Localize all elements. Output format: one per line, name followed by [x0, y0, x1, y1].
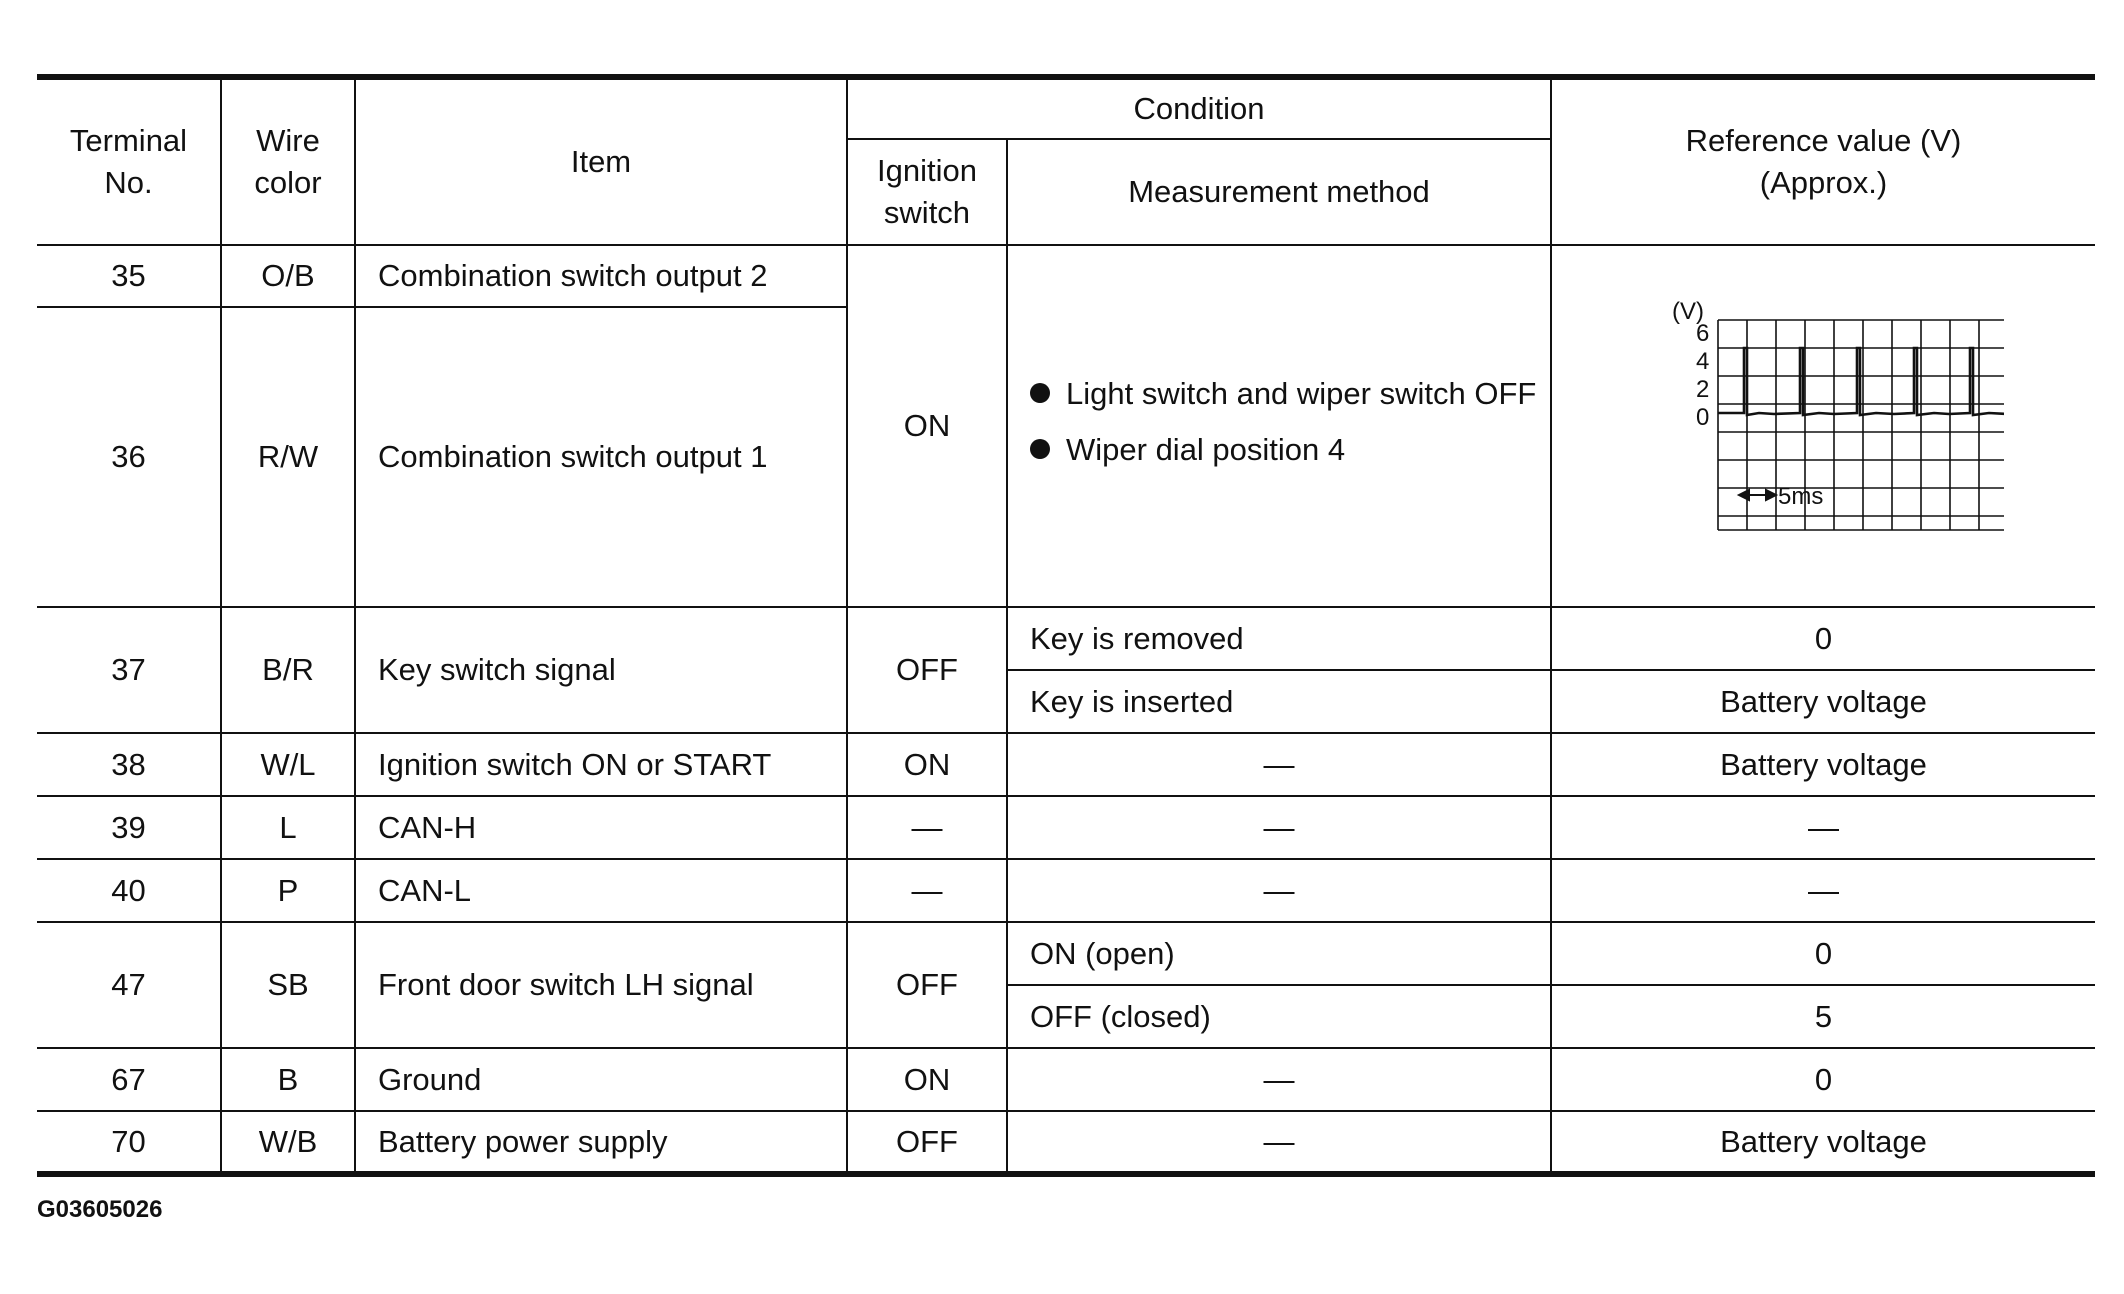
header-measurement-method: Measurement method [1007, 139, 1551, 245]
terminal-no: 70 [37, 1111, 221, 1174]
table-row [37, 607, 2095, 670]
measurement-method: Key is removed [1007, 607, 1551, 670]
reference-value: — [1551, 796, 2095, 859]
wire-color: B/R [221, 607, 355, 733]
wire-color: O/B [221, 245, 355, 307]
wire-color: L [221, 796, 355, 859]
item-name: Combination switch output 1 [355, 307, 847, 607]
wire-color: W/L [221, 733, 355, 796]
header-wire-color: Wire color [221, 77, 355, 245]
bullet-icon [1030, 383, 1050, 403]
oscilloscope-waveform [1644, 301, 2004, 551]
measurement-method: ON (open) [1007, 922, 1551, 985]
measurement-method-list [1030, 373, 1538, 471]
measurement-method [1007, 245, 1551, 607]
reference-value: 0 [1551, 922, 2095, 985]
scope-time-label: 5ms [1777, 483, 1823, 510]
scope-unit-label: (V) [1671, 301, 1704, 325]
table-row [37, 859, 2095, 922]
terminal-no: 40 [37, 859, 221, 922]
terminal-reference-table [37, 74, 2095, 1177]
ignition-switch-state: ON [847, 245, 1007, 607]
item-name: Ignition switch ON or START [355, 733, 847, 796]
scope-tick-label: 6 [1695, 320, 1709, 347]
reference-value: Battery voltage [1551, 733, 2095, 796]
reference-value: Battery voltage [1551, 670, 2095, 733]
terminal-no: 47 [37, 922, 221, 1048]
wire-color: P [221, 859, 355, 922]
ignition-switch-state: OFF [847, 922, 1007, 1048]
reference-value: 5 [1551, 985, 2095, 1048]
wire-color: B [221, 1048, 355, 1111]
ignition-switch-state: — [847, 859, 1007, 922]
measurement-method: — [1007, 1111, 1551, 1174]
measurement-method: Key is inserted [1007, 670, 1551, 733]
wire-color: R/W [221, 307, 355, 607]
time-scale-arrow [1739, 490, 1776, 500]
item-name: CAN-H [355, 796, 847, 859]
terminal-reference-table-wrap [37, 74, 2095, 1177]
item-name: Key switch signal [355, 607, 847, 733]
ignition-switch-state: ON [847, 733, 1007, 796]
ignition-switch-state: ON [847, 1048, 1007, 1111]
measurement-method: — [1007, 796, 1551, 859]
reference-value: 0 [1551, 607, 2095, 670]
item-name: Front door switch LH signal [355, 922, 847, 1048]
terminal-no: 67 [37, 1048, 221, 1111]
ignition-switch-state: OFF [847, 1111, 1007, 1174]
table-row [37, 922, 2095, 985]
list-item: Wiper dial position 4 [1030, 429, 1538, 471]
header-ignition-switch: Ignition switch [847, 139, 1007, 245]
reference-value: — [1551, 859, 2095, 922]
header-item: Item [355, 77, 847, 245]
figure-code: G03605026 [37, 1196, 163, 1223]
reference-waveform-cell [1551, 245, 2095, 607]
table-row [37, 245, 2095, 307]
wire-color: W/B [221, 1111, 355, 1174]
item-name: Battery power supply [355, 1111, 847, 1174]
wire-color: SB [221, 922, 355, 1048]
scope-tick-label: 4 [1695, 348, 1709, 375]
reference-value: 0 [1551, 1048, 2095, 1111]
table-row [37, 1048, 2095, 1111]
terminal-no: 39 [37, 796, 221, 859]
measurement-method: — [1007, 859, 1551, 922]
measurement-method: OFF (closed) [1007, 985, 1551, 1048]
terminal-no: 36 [37, 307, 221, 607]
header-terminal-no: Terminal No. [37, 77, 221, 245]
bullet-icon [1030, 439, 1050, 459]
measurement-method: — [1007, 733, 1551, 796]
item-name: Ground [355, 1048, 847, 1111]
table-row [37, 733, 2095, 796]
ignition-switch-state: OFF [847, 607, 1007, 733]
table-row [37, 796, 2095, 859]
scope-signal-trace [1718, 348, 2004, 415]
terminal-no: 38 [37, 733, 221, 796]
table-row [37, 1111, 2095, 1174]
header-condition: Condition [847, 77, 1551, 139]
scope-tick-label: 0 [1695, 404, 1709, 431]
item-name: CAN-L [355, 859, 847, 922]
list-item: Light switch and wiper switch OFF [1030, 373, 1538, 415]
reference-value: Battery voltage [1551, 1111, 2095, 1174]
measurement-method: — [1007, 1048, 1551, 1111]
header-reference-value: Reference value (V) (Approx.) [1551, 77, 2095, 245]
ignition-switch-state: — [847, 796, 1007, 859]
item-name: Combination switch output 2 [355, 245, 847, 307]
terminal-no: 37 [37, 607, 221, 733]
terminal-no: 35 [37, 245, 221, 307]
scope-tick-label: 2 [1695, 376, 1709, 403]
